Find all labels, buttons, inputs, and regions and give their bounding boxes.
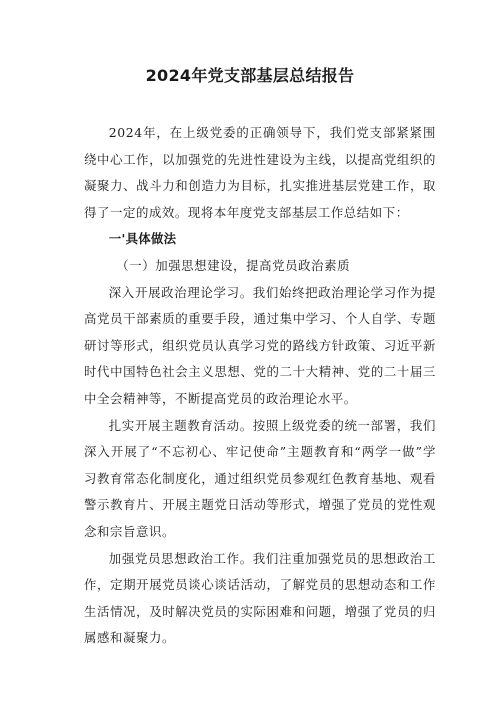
paragraph-ideological-work: 加强党员思想政治工作。我们注重加强党员的思想政治工作，定期开展党员谈心谈话活动，了解党员的思想动态和工作生活情况，及时解决党员的实际困难和问题，增强了党员的归属感和凝聚力。 bbox=[84, 550, 436, 646]
document-title: 2024年党支部基层总结报告 bbox=[145, 66, 355, 85]
intro-paragraph: 2024年，在上级党委的正确领导下，我们党支部紧紧围绕中心工作，以加强党的先进性建设为主线，以提高党组织的凝聚力、战斗力和创造力为目标，扎实推进基层党建工作，取得了一定的成效。现将本年度党支部基层工作总结如下： bbox=[84, 125, 436, 220]
section-heading: 一'具体做法 bbox=[108, 231, 177, 247]
subsection-heading: （一）加强思想建设，提高党员政治素质 bbox=[116, 257, 351, 273]
document-body bbox=[84, 120, 436, 652]
paragraph-theme-education: 扎实开展主题教育活动。按照上级党委的统一部署，我们深入开展了“不忘初心、牢记使命”主题教育和“两学一做”学习教育常态化制度化，通过组织党员参观红色教育基地、观看警示教育片、开展主题党日活动等形式，增强了党员的党性观念和宗旨意识。 bbox=[84, 417, 436, 539]
paragraph-theory-study: 深入开展政治理论学习。我们始终把政治理论学习作为提高党员干部素质的重要手段，通过集中学习、个人自学、专题研讨等形式，组织党员认真学习党的路线方针政策、习近平新时代中国特色社会主义思想、党的二十大精神、党的二十届三中全会精神等，不断提高党员的政治理论水平。 bbox=[84, 284, 436, 406]
